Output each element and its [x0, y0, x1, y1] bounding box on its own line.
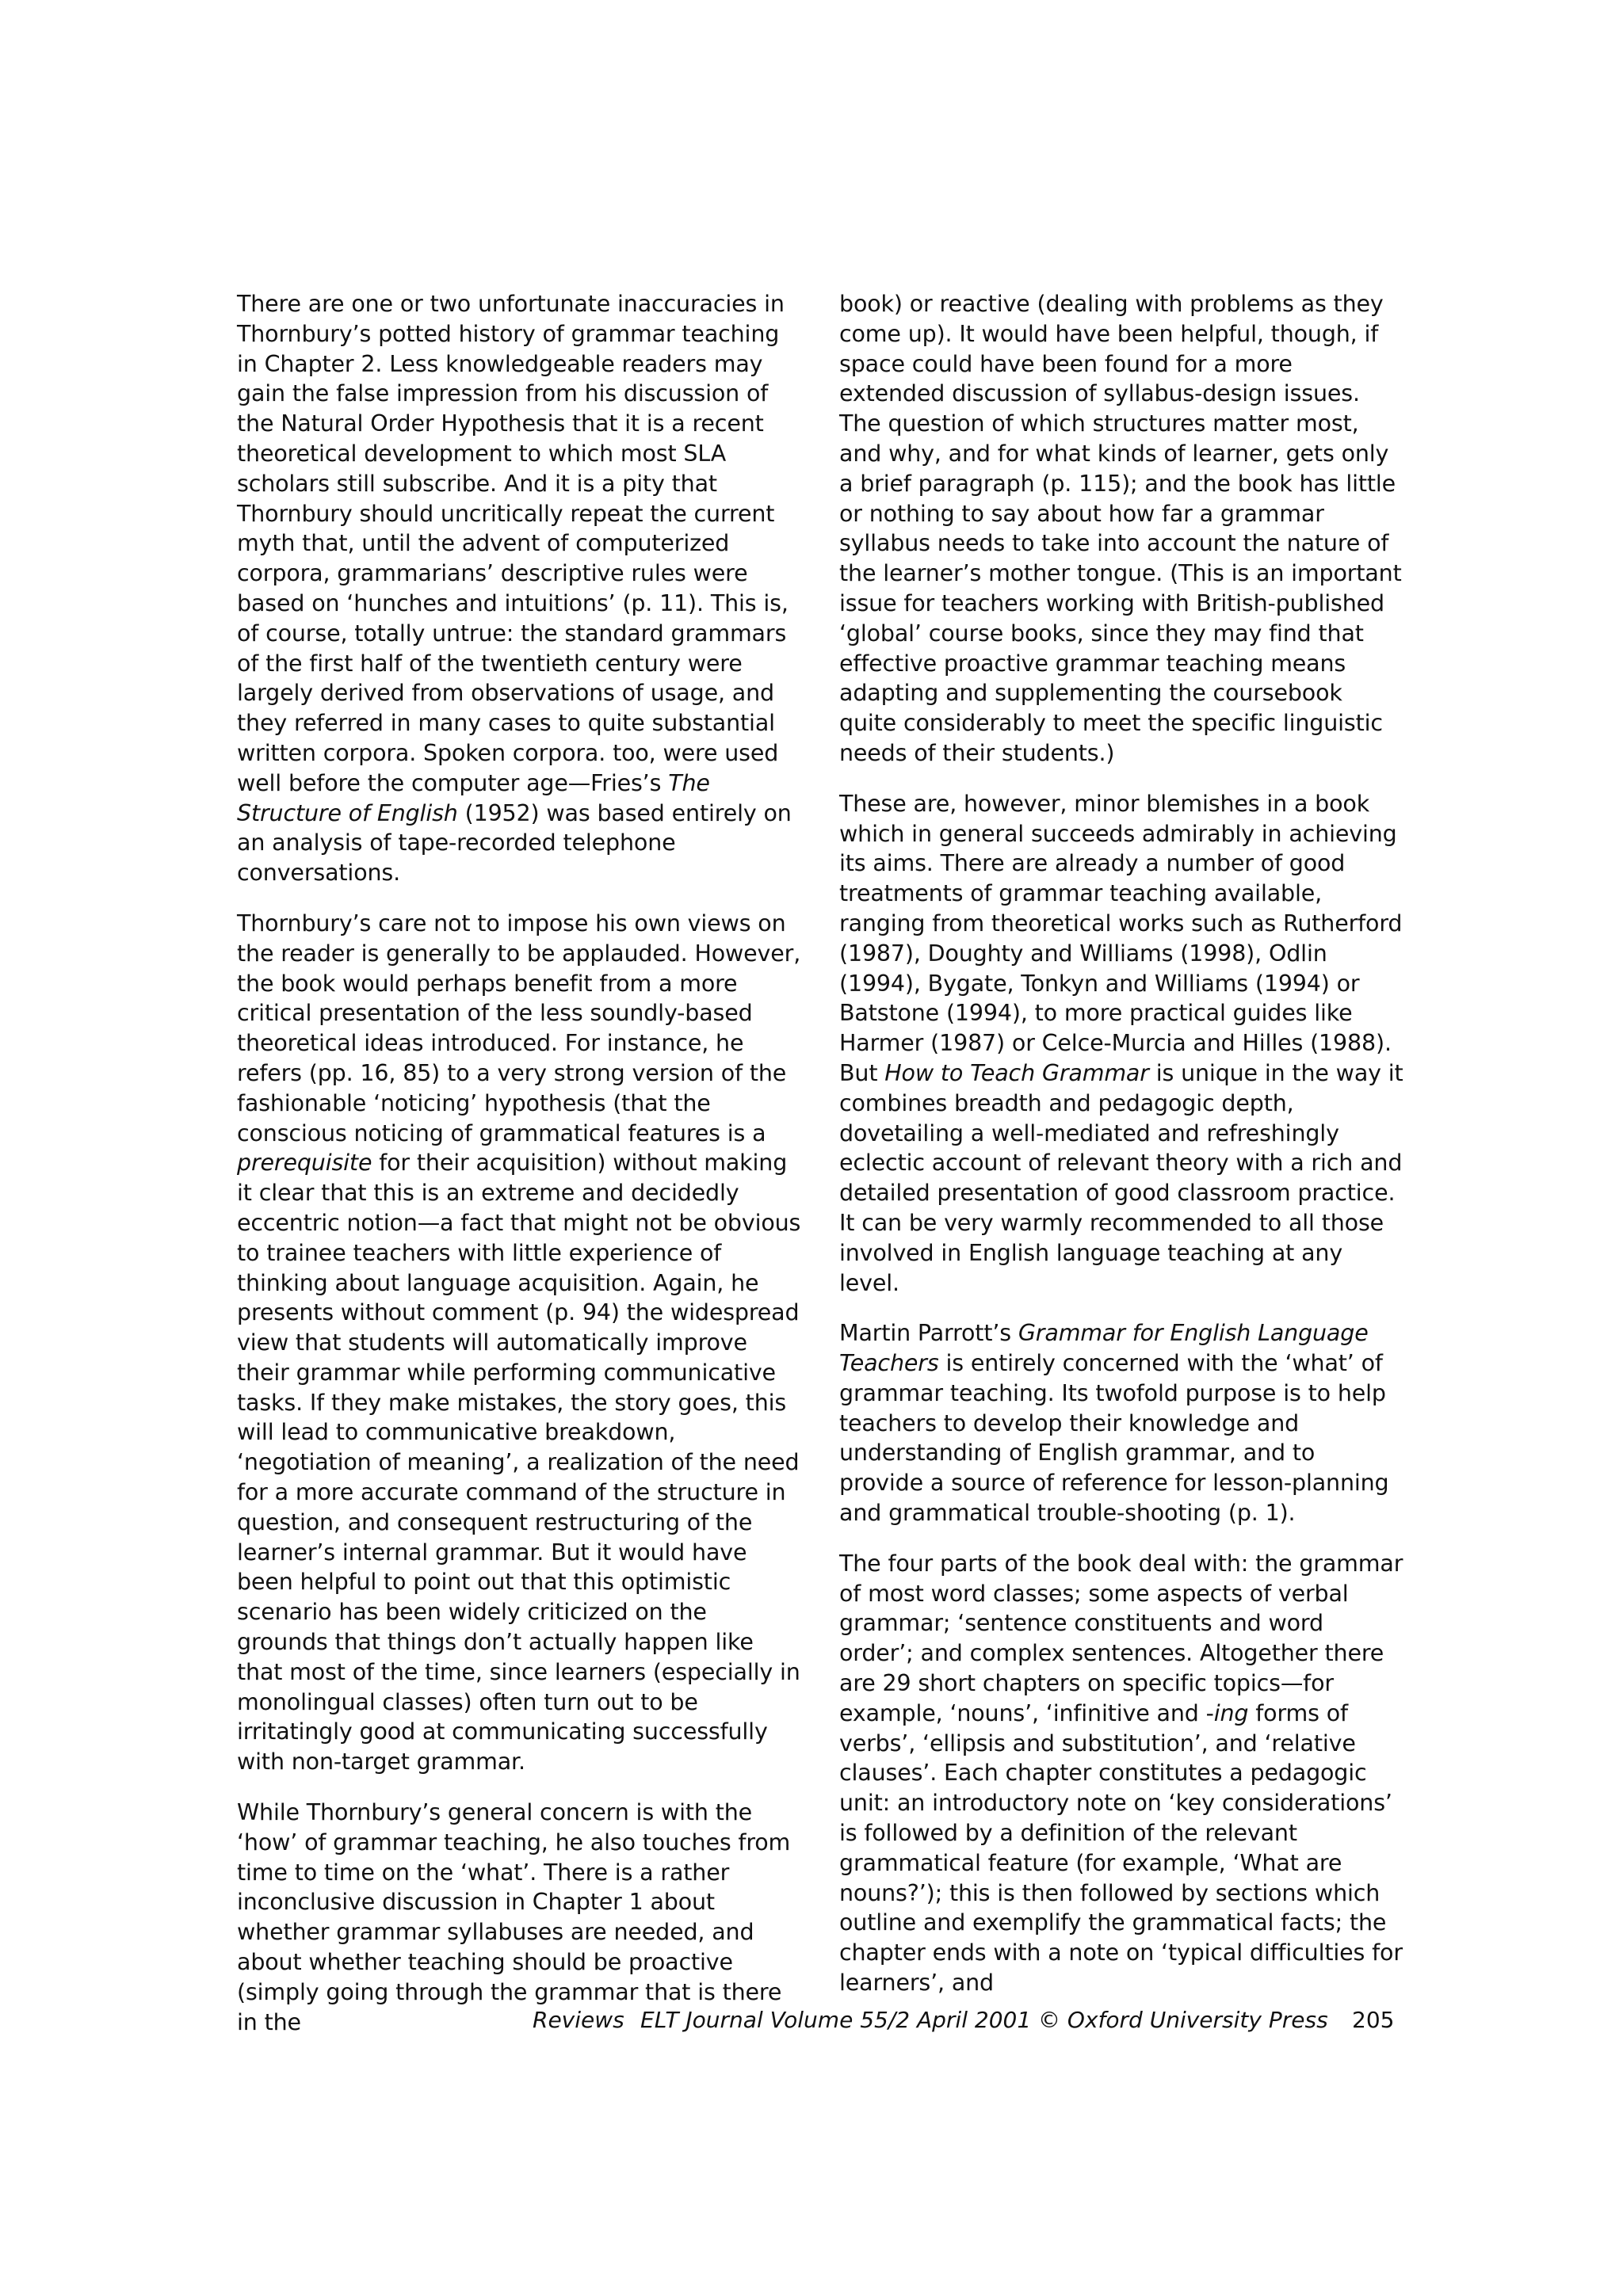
text-segment: Martin Parrott’s	[839, 1320, 1018, 1347]
text-segment: (1952) was based entirely on an analysis of tape-recorded telephone conversations.	[237, 799, 792, 887]
text-segment: book) or reactive (dealing with problems as they come up). It would have been helpful, though, if space could have been found for a more extended discussion of syllabus-design issues. The question of which structures matter most, and why, and for what kinds of learner, gets only a brief paragraph (p. 115); and the book has little or nothing to say about how far a grammar syllabus needs to take into account the nature of the learner’s mother tongue. (This is an important issue for teachers working with British-published ‘global’ course books, since they may find that effective proactive grammar teaching means adapting and supplementing the coursebook quite considerably to meet the specific linguistic needs of their students.)	[839, 291, 1402, 766]
italic-text: ing	[1213, 1699, 1249, 1726]
italic-text: Grammar for English Language Teachers	[839, 1320, 1369, 1377]
italic-text: The Structure of English	[237, 769, 710, 826]
text-segment: Thornbury’s care not to impose his own views on the reader is generally to be applauded. However, the book would perhaps benefit from a more critical presentation of the less soundly-based theoretical ideas introduced. For instance, he refers (pp. 16, 85) to a very strong version of the fashionable ‘noticing’ hypothesis (that the conscious noticing of grammatical features is a	[237, 910, 801, 1146]
text-segment: There are one or two unfortunate inaccuracies in Thornbury’s potted history of grammar teaching in Chapter 2. Less knowledgeable readers may gain the false impression from his discussion of the Natural Order Hypothesis that it is a recent theoretical development to which most SLA scholars still subscribe. And it is a pity that Thornbury should uncritically repeat the current myth that, until the advent of computerized corpora, grammarians’ descriptive rules were based on ‘hunches and intuitions’ (p. 11). This is, of course, totally untrue: the standard grammars of the first half of the twentieth century were largely derived from observations of usage, and they referred in many cases to quite substantial written corpora. Spoken corpora. too, were used well before the computer age—Fries’s	[237, 291, 789, 796]
italic-text: How to Teach Grammar	[884, 1059, 1149, 1086]
footer-page-number: 205	[1352, 2007, 1395, 2033]
text-segment: for their acquisition) without making it clear that this is an extreme and decidedly eccentric notion—a fact that might not be obvious to trainee teachers with little experience of thinking about language acquisition. Again, he presents without comment (p. 94) the widespread view that students will automatically improve their grammar while performing communicative tasks. If they make mistakes, the story goes, this will lead to communicative breakdown, ‘negotiation of meaning’, a realization of the need for a more accurate command of the structure in question, and consequent restructuring of the learner’s internal grammar. But it would have been helpful to point out that this optimistic scenario has been widely criticized on the grounds that things don’t actually happen like that most of the time, since learners (especially in monolingual classes) often turn out to be irritatingly good at communicating successfully with non-target grammar.	[237, 1150, 801, 1775]
paragraph	[237, 1798, 801, 2037]
text-segment: is entirely concerned with the ‘what’ of grammar teaching. Its twofold purpose is to help teachers to develop their knowledge and understanding of English grammar, and to provide a source of reference for lesson-planning and grammatical trouble-shooting (p. 1).	[839, 1350, 1389, 1527]
right-column	[839, 289, 1403, 2019]
paragraph	[839, 1549, 1403, 1998]
paragraph	[237, 909, 801, 1777]
paragraph	[839, 1318, 1403, 1528]
text-segment: forms of verbs’, ‘ellipsis and substitution’, and ‘relative clauses’. Each chapter constitutes a pedagogic unit: an introductory note on ‘key considerations’ is followed by a definition of the relevant grammatical feature (for example, ‘What are nouns?’); this is then followed by sections which outline and exemplify the grammatical facts; the chapter ends with a note on ‘typical difficulties for learners’, and	[839, 1699, 1403, 1997]
text-segment: While Thornbury’s general concern is with the ‘how’ of grammar teaching, he also touches from time to time on the ‘what’. There is a rather inconclusive discussion in Chapter 1 about whether grammar syllabuses are needed, and about whether teaching should be proactive (simply going through the grammar that is there in the	[237, 1799, 791, 2035]
paragraph	[839, 789, 1403, 1299]
left-column	[237, 289, 801, 2058]
page-footer	[0, 2004, 1623, 2036]
italic-text: prerequisite	[237, 1150, 372, 1177]
paragraph	[237, 289, 801, 888]
footer-journal-citation: ELT Journal Volume 55/2 April 2001 © Oxford University Press	[640, 2007, 1328, 2033]
text-segment: is unique in the way it combines breadth and pedagogic depth, dovetailing a well-mediated and refreshingly eclectic account of relevant theory with a rich and detailed presentation of good classroom practice. It can be very warmly recommended to all those involved in English language teaching at any level.	[839, 1059, 1403, 1296]
footer-section-label: Reviews	[533, 2007, 624, 2033]
paragraph	[839, 289, 1403, 769]
text-segment: The four parts of the book deal with: the grammar of most word classes; some aspects of verbal grammar; ‘sentence constituents and word order’; and complex sentences. Altogether there are 29 short chapters on specific topics—for example, ‘nouns’, ‘infinitive and -	[839, 1550, 1403, 1726]
text-segment: These are, however, minor blemishes in a book which in general succeeds admirably in achieving its aims. There are already a number of good treatments of grammar teaching available, ranging from theoretical works such as Rutherford (1987), Doughty and Williams (1998), Odlin (1994), Bygate, Tonkyn and Williams (1994) or Batstone (1994), to more practical guides like Harmer (1987) or Celce-Murcia and Hilles (1988). But	[839, 790, 1403, 1086]
